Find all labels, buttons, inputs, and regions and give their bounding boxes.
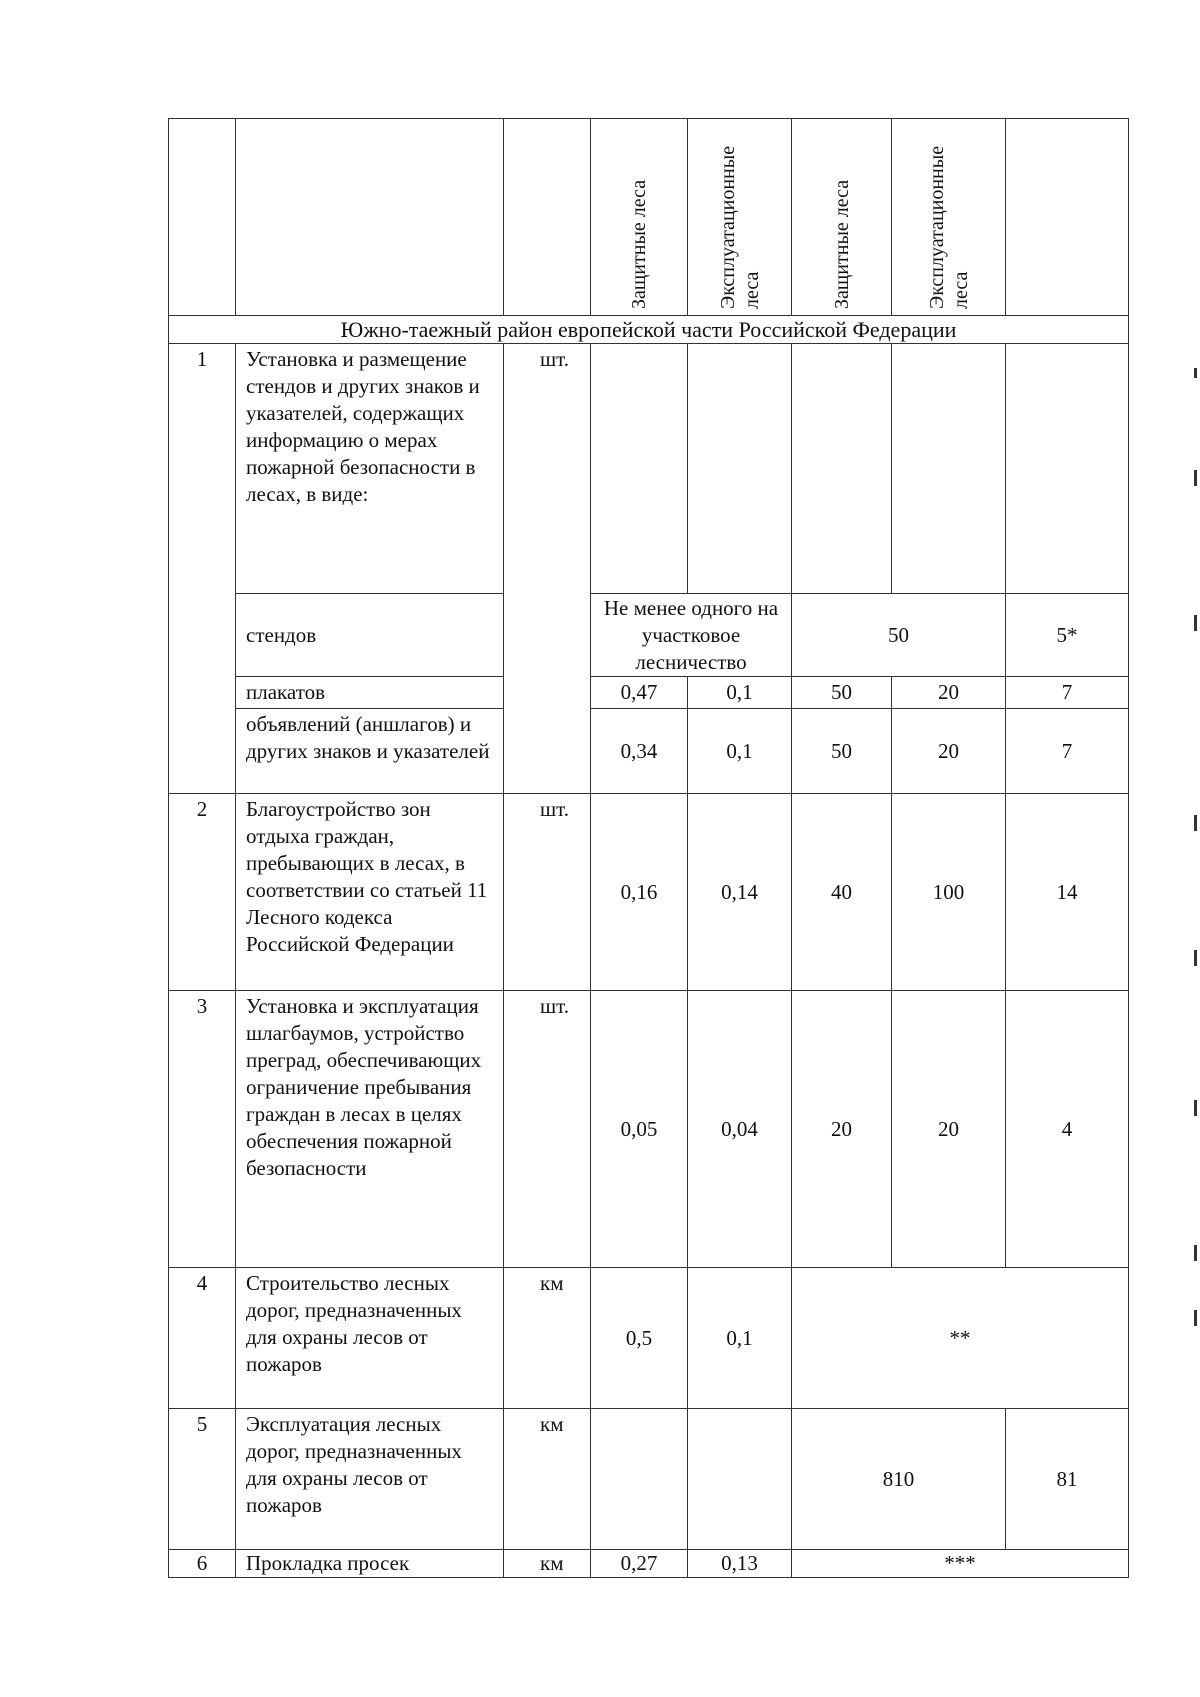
row-name: Прокладка просек [236,1550,504,1578]
value-merged-cell: ** [792,1268,1129,1409]
table-row [169,594,1129,677]
norm-merged-cell: Не менее одного на участковое лесничество [591,594,792,677]
value-cell: 81 [1006,1409,1129,1550]
row-number: 2 [169,794,236,991]
cell-empty [892,344,1006,594]
header-cell-protective-forests: Защитные леса [591,119,688,316]
table-row [169,794,1129,991]
value-cell: 0,13 [688,1550,792,1578]
row-unit: км [504,1409,591,1550]
scan-artifact [1194,470,1197,486]
value-cell: 20 [892,677,1006,709]
value-cell: 50 [792,677,892,709]
row-unit: шт. [504,344,591,794]
value-cell: 0,16 [591,794,688,991]
row-name: объявлений (аншлагов) и других знаков и указателей [236,709,504,794]
header-cell-operational-forests: Эксплуатационные леса [892,119,1006,316]
scan-artifact [1194,815,1197,831]
row-unit: км [504,1268,591,1409]
table-row [169,344,1129,594]
scan-artifact [1194,1245,1197,1261]
value-merged-cell: *** [792,1550,1129,1578]
header-cell-empty [236,119,504,316]
value-cell: 0,04 [688,991,792,1268]
row-name: стендов [236,594,504,677]
header-cell-empty [169,119,236,316]
section-row [169,316,1129,344]
row-name: Благоустройство зон отдыха граждан, пребывающих в лесах, в соответствии со статьей 11 Лесного кодекса Российской Федерации [236,794,504,991]
header-cell-empty [1006,119,1129,316]
value-cell: 0,27 [591,1550,688,1578]
value-cell: 14 [1006,794,1129,991]
cell-empty [591,1409,688,1550]
value-cell: 20 [892,709,1006,794]
row-number: 1 [169,344,236,794]
row-unit: км [504,1550,591,1578]
section-title: Южно-таежный район европейской части Российской Федерации [169,316,1129,344]
row-name: Строительство лесных дорог, предназначенных для охраны лесов от пожаров [236,1268,504,1409]
table-row [169,1550,1129,1578]
row-number: 3 [169,991,236,1268]
table-header-row [169,119,1129,316]
table-row [169,677,1129,709]
cell-empty [688,344,792,594]
norms-table [168,118,1129,1578]
row-unit: шт. [504,794,591,991]
row-unit: шт. [504,991,591,1268]
scan-artifact [1194,1100,1197,1116]
row-name: Эксплуатация лесных дорог, предназначенных для охраны лесов от пожаров [236,1409,504,1550]
value-merged-cell: 810 [792,1409,1006,1550]
row-name: Установка и эксплуатация шлагбаумов, устройство преград, обеспечивающих ограничение пребывания граждан в лесах в целях обеспечения пожарной безопасности [236,991,504,1268]
table-row [169,709,1129,794]
scan-artifact [1194,368,1197,378]
header-cell-protective-forests: Защитные леса [792,119,892,316]
table-row [169,991,1129,1268]
value-cell: 0,5 [591,1268,688,1409]
value-cell: 0,1 [688,1268,792,1409]
scan-artifact [1194,1310,1197,1326]
scan-artifact [1194,950,1197,966]
value-cell: 7 [1006,709,1129,794]
value-cell: 7 [1006,677,1129,709]
value-cell: 4 [1006,991,1129,1268]
value-cell: 0,14 [688,794,792,991]
value-cell: 20 [892,991,1006,1268]
value-cell: 0,34 [591,709,688,794]
cell-empty [688,1409,792,1550]
value-cell: 0,1 [688,709,792,794]
row-number: 4 [169,1268,236,1409]
cell-empty [591,344,688,594]
cell-empty [1006,344,1129,594]
value-cell: 100 [892,794,1006,991]
row-name: плакатов [236,677,504,709]
table-row [169,1409,1129,1550]
header-cell-operational-forests: Эксплуатационные леса [688,119,792,316]
value-cell: 0,47 [591,677,688,709]
value-cell: 5* [1006,594,1129,677]
value-cell: 50 [792,709,892,794]
row-number: 5 [169,1409,236,1550]
value-cell: 40 [792,794,892,991]
value-merged-cell: 50 [792,594,1006,677]
header-cell-empty [504,119,591,316]
value-cell: 20 [792,991,892,1268]
value-cell: 0,05 [591,991,688,1268]
row-name: Установка и размещение стендов и других знаков и указателей, содержащих информацию о мерах пожарной безопасности в лесах, в виде: [236,344,504,594]
scan-artifact [1194,615,1197,631]
cell-empty [792,344,892,594]
row-number: 6 [169,1550,236,1578]
table-row [169,1268,1129,1409]
value-cell: 0,1 [688,677,792,709]
